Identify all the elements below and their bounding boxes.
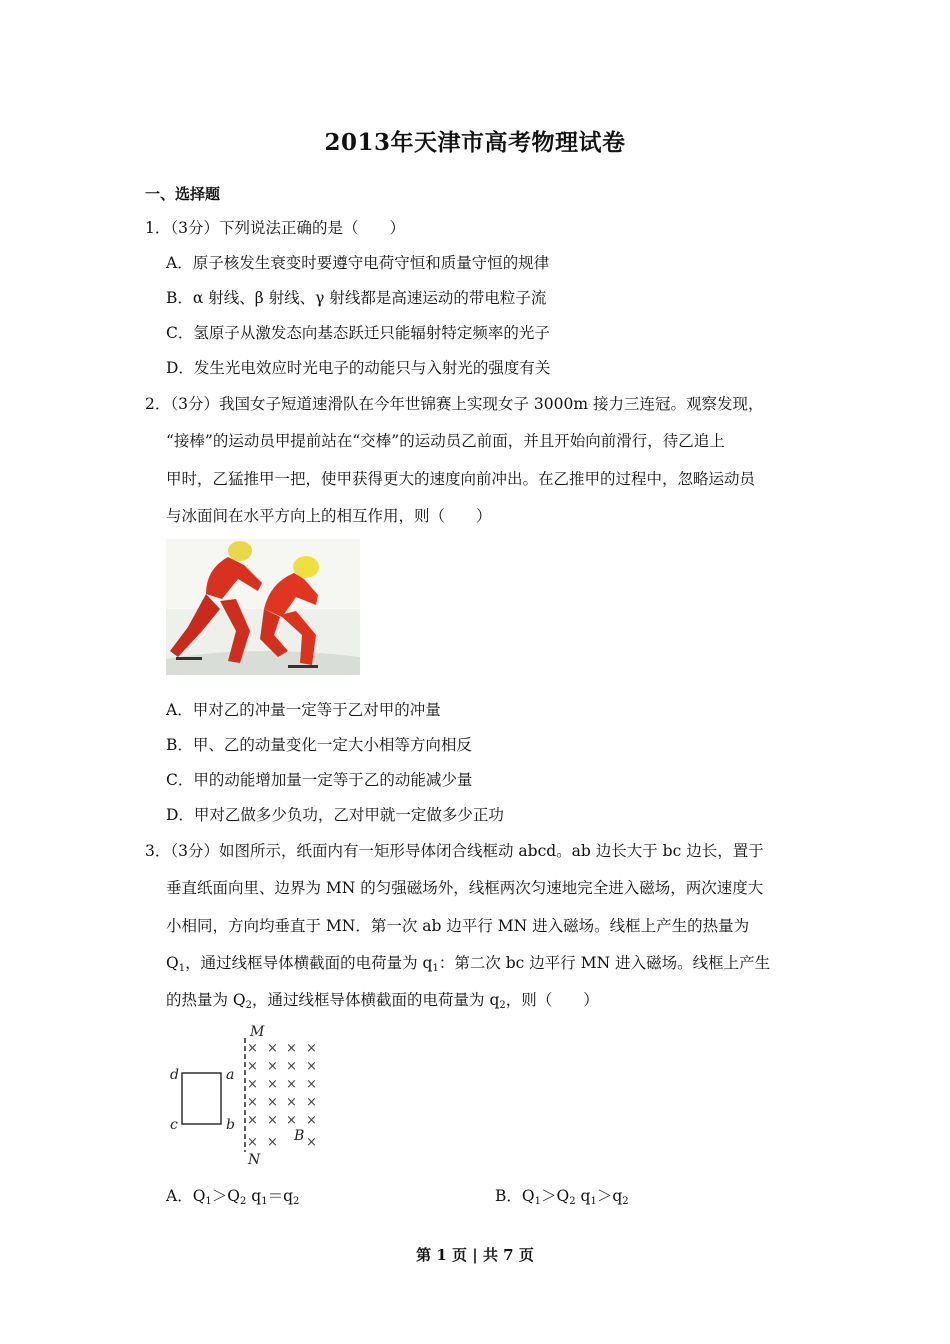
q2-stem-line4: 与冰面间在水平方向上的相互作用，则（ ） [166,507,492,525]
q1-stem: 1．（3分）下列说法正确的是（ ） [145,219,405,237]
svg-text:×: × [247,1113,258,1128]
svg-text:×: × [247,1077,258,1092]
label-m: M [250,1024,265,1040]
q1-option-d: D．发生光电效应时光电子的动能只与入射光的强度有关 [166,359,551,377]
label-b-field: B [294,1128,305,1144]
label-d: d [170,1067,179,1083]
svg-text:×: × [247,1095,258,1110]
svg-text:×: × [247,1059,258,1074]
q3-option-b: B．$Q_1>Q_2$ $q_1>q_2$ [495,1187,629,1207]
q2-option-b: B．甲、乙的动量变化一定大小相等方向相反 [166,736,472,754]
svg-text:×: × [286,1113,297,1128]
q3-stem-line4: $Q_1$，通过线框导体横截面的电荷量为 $q_1$：第二次 bc 边平行 MN 进入磁场。线框上产生 [166,954,771,974]
label-b: b [226,1117,235,1133]
svg-text:×: × [286,1041,297,1056]
svg-text:×: × [267,1059,278,1074]
q3-option-a: A．$Q_1>Q_2$ $q_1=q_2$ [166,1187,300,1207]
svg-text:×: × [267,1113,278,1128]
svg-text:×: × [306,1041,317,1056]
conductor-frame [182,1073,221,1124]
svg-text:×: × [247,1041,258,1056]
q2-stem-line2: “接棒”的运动员甲提前站在“交棒”的运动员乙前面，并且开始向前滑行，待乙追上 [166,432,725,450]
speed-skaters-photo [166,539,360,675]
svg-text:×: × [286,1077,297,1092]
q2-option-c: C．甲的动能增加量一定等于乙的动能减少量 [166,771,473,789]
q1-option-b: B．α 射线、β 射线、γ 射线都是高速运动的带电粒子流 [166,289,547,307]
svg-text:×: × [267,1095,278,1110]
q3-stem-line1: 3．（3分）如图所示，纸面内有一矩形导体闭合线框动 abcd。ab 边长大于 bc 边长，置于 [145,842,764,860]
svg-text:×: × [247,1135,258,1150]
svg-text:×: × [267,1041,278,1056]
q2-stem-line3: 甲时，乙猛推甲一把，使甲获得更大的速度向前冲出。在乙推甲的过程中，忽略运动员 [166,470,756,488]
label-n: N [248,1152,261,1167]
q1-option-c: C．氢原子从激发态向基态跃迁只能辐射特定频率的光子 [166,324,550,342]
q2-stem-line1: 2．（3分）我国女子短道速滑队在今年世锦赛上实现女子 3000m 接力三连冠。观察发现， [145,395,764,413]
q3-stem-line2: 垂直纸面向里、边界为 MN 的匀强磁场外，线框两次匀速地完全进入磁场，两次速度大 [166,879,764,897]
svg-text:×: × [286,1059,297,1074]
q2-option-a: A．甲对乙的冲量一定等于乙对甲的冲量 [166,701,441,719]
svg-text:×: × [286,1095,297,1110]
q2-option-d: D．甲对乙做多少负功，乙对甲就一定做多少正功 [166,806,504,824]
svg-text:×: × [306,1135,317,1150]
q3-stem-line5: 的热量为 $Q_2$，通过线框导体横截面的电荷量为 $q_2$，则（ ） [166,991,599,1011]
svg-text:×: × [267,1077,278,1092]
label-a: a [226,1067,235,1083]
field-crosses [247,1041,317,1150]
svg-text:×: × [306,1095,317,1110]
section-heading: 一、选择题 [145,185,221,203]
svg-text:×: × [267,1135,278,1150]
svg-text:×: × [306,1059,317,1074]
svg-text:×: × [306,1077,317,1092]
q3-stem-line3: 小相同，方向均垂直于 MN．第一次 ab 边平行 MN 进入磁场。线框上产生的热量为 [166,917,750,935]
svg-text:×: × [306,1113,317,1128]
label-c: c [170,1117,178,1133]
page-title: 2013年天津市高考物理试卷 [324,129,626,156]
page-footer: 第 1 页 | 共 7 页 [416,1246,534,1264]
magnetic-field-diagram [166,1022,326,1167]
q1-option-a: A．原子核发生衰变时要遵守电荷守恒和质量守恒的规律 [166,254,550,272]
